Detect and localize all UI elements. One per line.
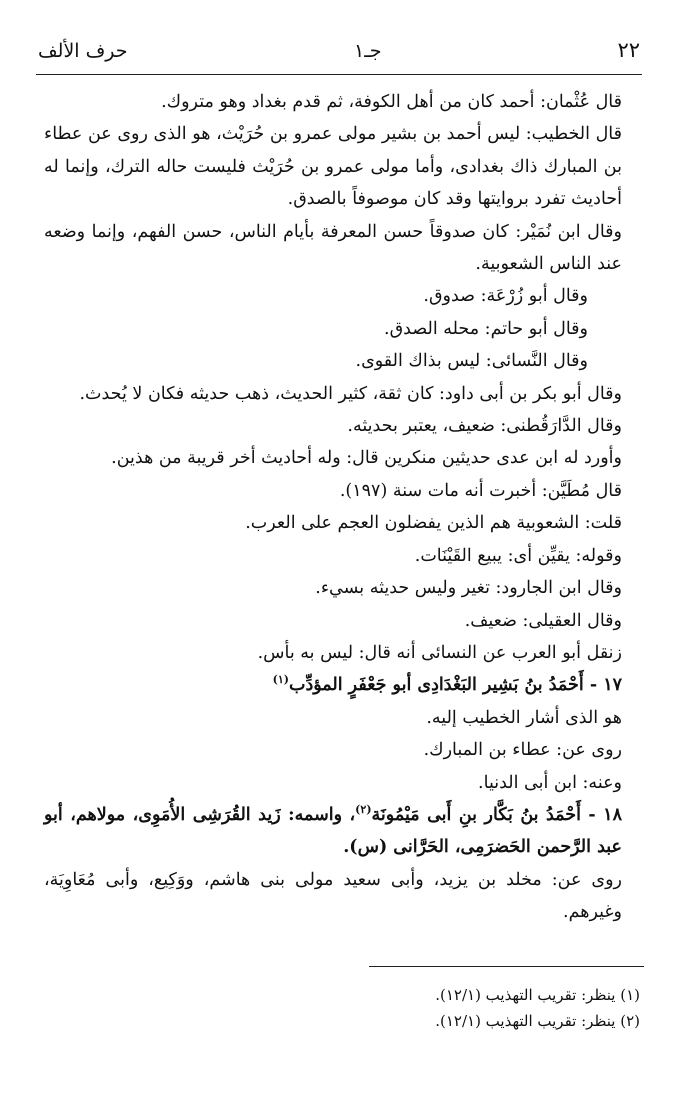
footnote-ref-2: (٢) — [355, 803, 372, 817]
entry-18-heading — [44, 799, 644, 864]
paragraph: وأورد له ابن عدى حديثين منكرين قال: وله أحاديث أخر قريبة من هذين. — [111, 448, 622, 469]
section-title: حرف الألف — [38, 40, 128, 62]
page-number: ٢٢ — [617, 38, 640, 62]
header-divider — [36, 74, 642, 75]
page-header — [36, 40, 642, 74]
paragraph: وقال ابن نُمَيْر: كان صدوقاً حسن المعرفة بأيام الناس، حسن الفهم، وإنما وضعه عند الناس الشعوبية. — [44, 221, 622, 275]
footnote: (٢) ينظر: تقريب التهذيب (١٢/١). — [435, 1012, 640, 1030]
footnotes — [44, 982, 644, 1034]
paragraph: هو الذى أشار الخطيب إليه. — [426, 707, 622, 728]
paragraph: زنقل أبو العرب عن النسائى أنه قال: ليس به بأس. — [257, 642, 622, 663]
paragraph: وقال ابن الجارود: تغير وليس حديثه بسيء. — [315, 578, 622, 599]
paragraph: قلت: الشعوبية هم الذين يفضلون العجم على العرب. — [245, 513, 622, 534]
paragraph: قال الخطيب: ليس أحمد بن بشير مولى عمرو بن حُرَيْث، هو الذى روى عن عطاء بن المبارك ذاك بغدادى، وأما مولى عمرو بن حُرَيْث فليست حاله الترك، وإنما له أحاديث تفرد بروايتها وقد كان موصوفاً بالصدق. — [44, 124, 622, 210]
page-body — [44, 86, 644, 929]
paragraph: قال مُطَيَّن: أخبرت أنه مات سنة (١٩٧). — [339, 480, 622, 501]
paragraph: روى عن: عطاء بن المبارك. — [423, 740, 622, 761]
entry-18-title-rest: ، واسمه: زَيد القُرَشِى الأُمَوِى، مولاهم، أبو عبد الرَّحمن الحَضرَمِى، الحَرَّانى (س). — [44, 804, 622, 858]
paragraph: وقال العقيلى: ضعيف. — [464, 610, 622, 631]
paragraph: وعنه: ابن أبى الدنيا. — [478, 772, 622, 793]
footnote-ref-1: (١) — [272, 673, 289, 687]
paragraph: وقال أبو بكر بن أبى داود: كان ثقة، كثير الحديث، ذهب حديثه فكان لا يُحدث. — [79, 383, 622, 404]
entry-18-title: ١٨ - أَحْمَدُ بنُ بَكَّار بنِ أَبى مَيْمُونَة — [371, 804, 622, 825]
paragraph: وقال أبو حاتم: محله الصدق. — [384, 318, 588, 339]
paragraph: وقال الدَّارَقُطنى: ضعيف، يعتبر بحديثه. — [347, 416, 622, 437]
paragraph: وقال النَّسائى: ليس بذاك القوى. — [355, 351, 588, 372]
entry-17-title: ١٧ - أَحْمَدُ بنُ بَشِير البَغْدَادِى أبو جَعْفَرٍ المؤدِّب — [288, 675, 622, 696]
paragraph: قال عُثْمان: أحمد كان من أهل الكوفة، ثم قدم بغداد وهو متروك. — [161, 92, 622, 112]
paragraph: وقال أبو زُرْعَة: صدوق. — [423, 286, 588, 307]
paragraph: وقوله: يقيِّن أى: يبيع القَيْنَات. — [414, 545, 622, 566]
entry-17-heading — [44, 669, 644, 701]
volume-label: جـ١ — [354, 40, 382, 62]
footnote: (١) ينظر: تقريب التهذيب (١٢/١). — [435, 986, 640, 1004]
paragraph: روى عن: مخلد بن يزيد، وأبى سعيد مولى بنى هاشم، ووَكِيع، وأبى مُعَاوِيَة، وغيرهم. — [44, 869, 622, 923]
footnote-divider — [369, 966, 644, 967]
